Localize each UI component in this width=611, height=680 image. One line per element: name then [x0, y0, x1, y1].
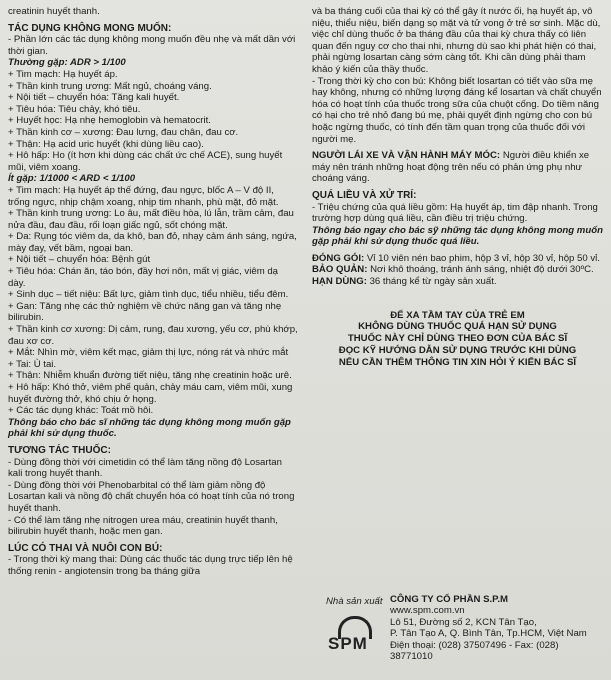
rare-heading: Ít gặp: 1/1000 < ARD < 1/100 [8, 173, 136, 185]
common-heading: Thường gặp: ADR > 1/100 [8, 57, 126, 69]
intro-line: creatinin huyết thanh. [8, 6, 100, 17]
overdose-heading: QUÁ LIỀU VÀ XỬ TRÍ: [312, 189, 417, 201]
list-item: + Thận: Nhiễm khuẩn đường tiết niệu, tăng nhẹ creatinin hoặc urê. [8, 370, 292, 382]
undesired-notice: Thông báo cho bác sĩ những tác dụng không mong muốn gặp phải khi sử dụng thuốc. [8, 416, 291, 440]
list-item: + Hô hấp: Khó thở, viêm phế quản, chảy máu cam, viêm mũi, xung huyết đường thở, khó chịu ở họng. [8, 382, 293, 405]
interactions-heading: TƯƠNG TÁC THUỐC: [8, 444, 111, 456]
pregnancy-continued: và ba tháng cuối của thai kỳ có thể gây ít nước ối, hạ huyết áp, vô niệu, thiểu niệu, biến dạng sọ mặt và tử vong ở trẻ sơ sinh. Mặc dù, việc chỉ dùng thuốc ở ba tháng đầu của thai kỳ chưa thấy có liên quan đến nguy cơ cho thai nhi, nhưng dù sao khi phát hiện có thai, phải ngừng losartan càng sớm càng tốt. Khi cần dùng phải tham khảo ý kiến của thầy thuốc. [312, 6, 601, 75]
pregnancy-text: - Trong thời kỳ mang thai: Dùng các thuốc tác dụng trực tiếp lên hệ thống renin - angiotensin trong ba tháng giữa [8, 554, 293, 577]
list-item: + Nội tiết – chuyển hóa: Bệnh gút [8, 254, 151, 266]
list-item: + Mắt: Nhìn mờ, viêm kết mạc, giảm thị lực, nóng rát và nhức mắt [8, 347, 289, 359]
warning-line: ĐỌC KỸ HƯỚNG DẪN SỬ DỤNG TRƯỚC KHI DÙNG [338, 345, 577, 357]
manufacturer-info [390, 594, 600, 662]
packaging-label: ĐÓNG GÓI: [312, 252, 365, 264]
warning-line: THUỐC NÀY CHỈ DÙNG THEO ĐƠN CỦA BÁC SĨ [347, 333, 568, 345]
list-item: - Có thể làm tăng nhẹ nitrogen urea máu, creatinin huyết thanh, bilirubin huyết thanh, hoặc men gan. [8, 514, 278, 538]
list-item: + Hô hấp: Ho (ít hơn khi dùng các chất ức chế ACE), sung huyết mũi, viêm xoang. [8, 150, 283, 173]
company-address-line: Lô 51, Đường số 2, KCN Tân Tạo, [390, 616, 537, 628]
expiry-paragraph [312, 276, 603, 288]
list-item: + Tim mạch: Hạ huyết áp. [8, 68, 118, 80]
list-item: + Tiêu hóa: Tiêu chảy, khó tiêu. [8, 103, 141, 115]
expiry-text: 36 tháng kể từ ngày sản xuất. [369, 276, 497, 288]
warning-line: NẾU CẦN THÊM THÔNG TIN XIN HỎI Ý KIẾN BÁC SĨ [338, 356, 577, 368]
breastfeeding-text: - Trong thời kỳ cho con bú: Không biết losartan có tiết vào sữa mẹ hay không, nhưng có những lượng đáng kể losartan và chất chuyển hóa có hoạt tính của thuốc trong sữa của chuột cống. Do tiềm năng có hại cho trẻ nhỏ đang bú mẹ, phải quyết định ngừng cho con bú hoặc ngừng thuốc, có tính đến tầm quan trọng của thuốc đối với người mẹ. [312, 75, 602, 145]
driving-text: Người điều khiển xe máy nên tránh những hoạt động trên nếu có phản ứng phụ như choáng váng. [312, 150, 590, 185]
overdose-text: - Triệu chứng của quá liều gồm: Hạ huyết áp, tim đập nhanh. Trong trường hợp dùng quá liều, cần điều trị triệu chứng. [312, 201, 598, 225]
list-item: + Nội tiết – chuyển hóa: Tăng kali huyết. [8, 92, 180, 104]
list-item: + Sinh dục – tiết niệu: Bất lực, giảm tình dục, tiểu nhiều, tiểu đêm. [8, 289, 289, 301]
list-item: + Tim mạch: Hạ huyết áp thế đứng, đau ngực, blốc A – V độ II, trống ngực, nhịp chậm xoang, nhịp tim nhanh, phù mặt, đỏ mặt. [8, 184, 279, 208]
overdose-notice: Thông báo ngay cho bác sỹ những tác dụng không mong muốn gặp phải khi sử dụng thuốc quá liều. [312, 224, 603, 248]
list-item: + Tiêu hóa: Chán ăn, táo bón, đầy hơi nôn, mất vị giác, viêm dạ dày. [8, 266, 279, 289]
company-name: CÔNG TY CỔ PHẦN S.P.M [390, 594, 508, 605]
undesired-intro: - Phần lớn các tác dụng không mong muốn đều nhẹ và mất dần với thời gian. [8, 34, 296, 57]
list-item: + Thần kinh trung ương: Mất ngủ, choáng váng. [8, 80, 212, 92]
list-item: - Dùng đồng thời với cimetidin có thể làm tăng nồng độ Losartan kali trong huyết thanh. [8, 456, 282, 480]
packaging-text: Vỉ 10 viên nén bao phim, hộp 3 vỉ, hộp 30 vỉ, hộp 50 vỉ. [366, 252, 600, 264]
manufacturer-label: Nhà sản xuất [326, 596, 383, 607]
company-website: www.spm.com.vn [390, 605, 465, 617]
list-item: + Thần kinh cơ – xương: Đau lưng, đau chân, đau cơ. [8, 126, 239, 138]
list-item: + Thần kinh trung ương: Lo âu, mất điều hòa, lú lẫn, trầm cảm, đau nửa đầu, đau đầu, rối loạn giấc ngủ, sốt chóng mặt. [8, 208, 294, 231]
driving-heading: NGƯỜI LÁI XE VÀ VẬN HÀNH MÁY MÓC: [312, 150, 501, 162]
expiry-label: HẠN DÙNG: [312, 276, 367, 288]
company-address-line: P. Tân Tạo A, Q. Bình Tân, Tp.HCM, Việt Nam [390, 628, 587, 640]
storage-text: Nơi khô thoáng, tránh ánh sáng, nhiệt độ dưới 30ºC. [370, 264, 594, 276]
packaging-paragraph [312, 253, 603, 265]
storage-label: BẢO QUẢN: [312, 264, 368, 276]
list-item: + Các tác dụng khác: Toát mồ hôi. [8, 405, 154, 417]
pregnancy-heading: LÚC CÓ THAI VÀ NUÔI CON BÚ: [8, 542, 163, 554]
storage-paragraph [312, 264, 603, 276]
manufacturer-block [312, 590, 603, 670]
list-item: + Tai: Ù tai. [8, 358, 57, 370]
spm-logo-icon [326, 616, 384, 668]
list-item: + Huyết học: Hạ nhẹ hemoglobin và hematocrit. [8, 115, 211, 127]
list-item: - Dùng đồng thời với Phenobarbital có thể làm giảm nồng độ Losartan kali và nồng độ chất chuyển hóa có hoạt tính của nó trong huyết thanh. [8, 479, 295, 514]
list-item: + Thần kinh cơ xương: Dị cảm, rung, đau xương, yếu cơ, phù khớp, đau xơ cơ. [8, 324, 298, 347]
logo-text: SPM [328, 634, 368, 653]
list-item: + Thận: Hạ acid uric huyết (khi dùng liều cao). [8, 138, 204, 150]
list-item: + Da: Rụng tóc viêm da, da khô, ban đỏ, nhạy cảm ánh sáng, ngứa, mày đay, vết bầm, ngoại ban. [8, 231, 297, 254]
warning-line: ĐỂ XA TẦM TAY CỦA TRẺ EM [390, 309, 525, 321]
warning-line: KHÔNG DÙNG THUỐC QUÁ HẠN SỬ DỤNG [358, 321, 557, 333]
left-column [8, 6, 298, 578]
driving-paragraph [312, 150, 603, 185]
list-item: + Gan: Tăng nhẹ các thử nghiệm về chức năng gan và tăng nhẹ bilirubin. [8, 300, 282, 324]
company-phone: Điện thoại: (028) 37507496 - Fax: (028) 38771010 [390, 639, 559, 663]
right-column [312, 6, 603, 369]
warning-block [312, 310, 603, 369]
undesired-effects-heading: TÁC DỤNG KHÔNG MONG MUỐN: [8, 22, 172, 34]
